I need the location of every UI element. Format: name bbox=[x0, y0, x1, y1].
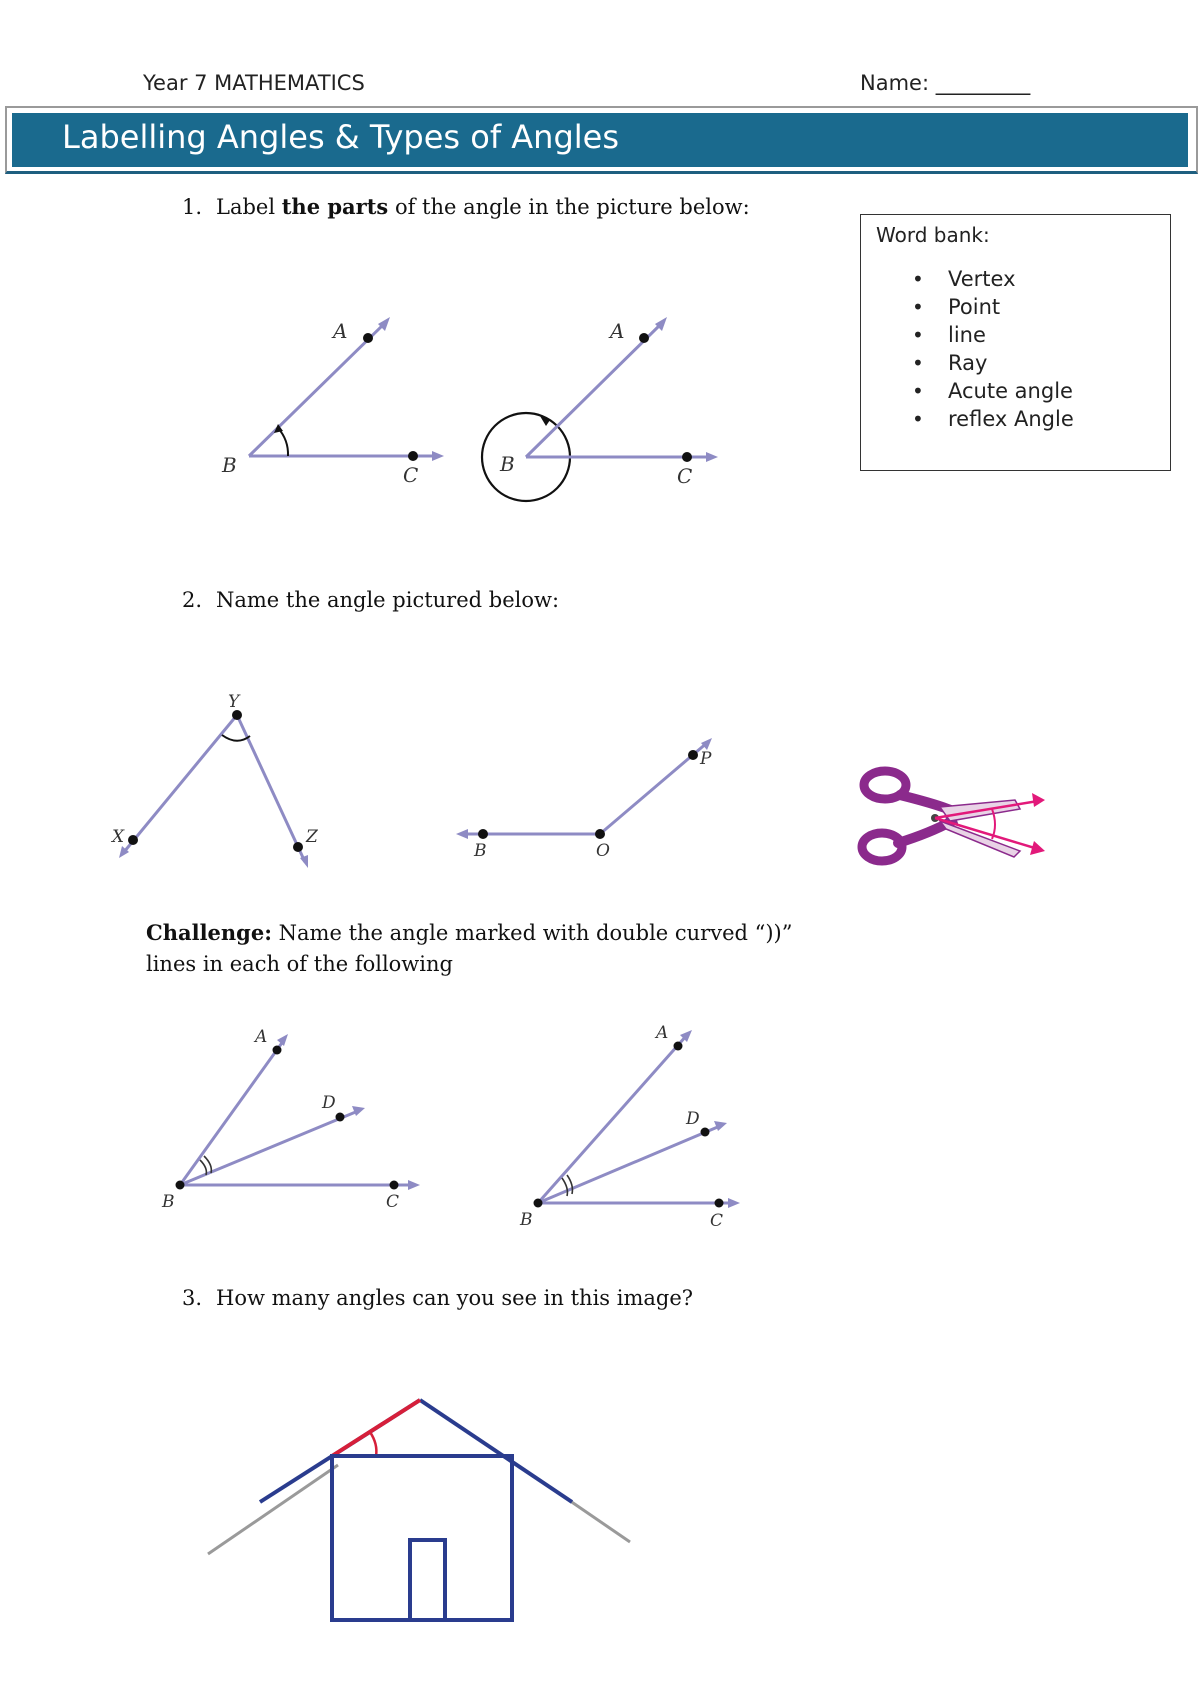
point-d bbox=[701, 1128, 710, 1137]
acute-angle-figure bbox=[200, 300, 460, 500]
house-picture bbox=[200, 1390, 640, 1630]
label-b: B bbox=[162, 1192, 175, 1212]
point-c bbox=[682, 452, 692, 462]
scissors-picture bbox=[840, 755, 1060, 875]
challenge-figure-right bbox=[510, 1020, 750, 1240]
arrowhead bbox=[432, 451, 444, 461]
word-bank-list bbox=[912, 265, 1074, 433]
page-title: Labelling Angles & Types of Angles bbox=[62, 118, 619, 156]
arrowhead bbox=[408, 1180, 420, 1190]
point-b bbox=[478, 829, 488, 839]
angle-bop-figure bbox=[450, 730, 730, 870]
arrowhead bbox=[456, 829, 468, 839]
label-a: A bbox=[333, 319, 348, 343]
word-bank-item: • Point bbox=[912, 293, 1074, 321]
point-b bbox=[176, 1181, 185, 1190]
point-o bbox=[595, 829, 605, 839]
point-a bbox=[674, 1042, 683, 1051]
word-bank-title: Word bank: bbox=[876, 223, 990, 247]
label-d: D bbox=[686, 1109, 700, 1129]
arrowhead bbox=[1030, 841, 1045, 855]
word-bank-item: • reflex Angle bbox=[912, 405, 1074, 433]
point-c bbox=[408, 451, 418, 461]
roof-right bbox=[420, 1400, 572, 1502]
ray-yx bbox=[124, 715, 237, 852]
point-c bbox=[390, 1181, 399, 1190]
question-1-number: 1. bbox=[182, 195, 203, 219]
arrowhead bbox=[714, 1121, 727, 1131]
challenge-text bbox=[146, 917, 846, 980]
question-3-number: 3. bbox=[182, 1286, 203, 1310]
word-bank-item: • Vertex bbox=[912, 265, 1074, 293]
label-c: C bbox=[403, 463, 419, 487]
label-y: Y bbox=[228, 692, 240, 712]
word-bank-item: • Ray bbox=[912, 349, 1074, 377]
challenge-body: Name the angle marked with double curved “))” lines in each of the following bbox=[146, 921, 793, 976]
label-d: D bbox=[322, 1093, 336, 1113]
arrowhead bbox=[728, 1198, 740, 1208]
double-arc-1 bbox=[200, 1160, 206, 1175]
word-bank-item: • Acute angle bbox=[912, 377, 1074, 405]
label-b: B bbox=[222, 453, 237, 477]
label-z: Z bbox=[306, 827, 318, 847]
arrowhead bbox=[352, 1106, 365, 1116]
arrowhead bbox=[706, 452, 718, 462]
label-x: X bbox=[112, 827, 125, 847]
label-c: C bbox=[710, 1211, 724, 1231]
point-c bbox=[715, 1199, 724, 1208]
label-a: A bbox=[255, 1027, 268, 1047]
roof-extension-left bbox=[208, 1465, 338, 1554]
double-arc-2 bbox=[204, 1156, 211, 1173]
point-a bbox=[363, 333, 373, 343]
question-2-text: Name the angle pictured below: bbox=[216, 588, 560, 612]
challenge-label: Challenge: bbox=[146, 920, 272, 945]
roof-angle-arc bbox=[370, 1432, 376, 1456]
point-x bbox=[128, 835, 138, 845]
question-3-text: How many angles can you see in this image? bbox=[216, 1286, 694, 1310]
label-b: B bbox=[520, 1210, 533, 1230]
angle-xyz-figure bbox=[100, 680, 340, 870]
name-field-label[interactable]: Name: _________ bbox=[860, 71, 1031, 95]
house-door bbox=[410, 1540, 445, 1620]
point-d bbox=[336, 1113, 345, 1122]
point-z bbox=[293, 842, 303, 852]
question-3 bbox=[182, 1286, 693, 1310]
ray-ba bbox=[538, 1035, 687, 1203]
question-1-bold: the parts bbox=[281, 194, 389, 219]
point-a bbox=[639, 333, 649, 343]
label-a: A bbox=[610, 319, 625, 343]
arrowhead bbox=[1032, 793, 1045, 807]
reflex-angle-figure bbox=[470, 300, 730, 510]
label-p: P bbox=[700, 749, 712, 769]
question-1-suffix: of the angle in the picture below: bbox=[388, 195, 750, 219]
label-b: B bbox=[500, 452, 515, 476]
angle-arc bbox=[278, 428, 288, 456]
label-c: C bbox=[386, 1192, 400, 1212]
point-a bbox=[273, 1046, 282, 1055]
challenge-figure-left bbox=[150, 1020, 430, 1230]
label-c: C bbox=[677, 464, 693, 488]
label-b: B bbox=[474, 841, 487, 861]
label-a: A bbox=[656, 1023, 669, 1043]
course-title: Year 7 MATHEMATICS bbox=[143, 71, 365, 95]
scissors-shank bbox=[898, 795, 952, 843]
question-2-number: 2. bbox=[182, 588, 203, 612]
question-2 bbox=[182, 588, 559, 612]
ray-bd bbox=[538, 1126, 720, 1203]
arrowhead bbox=[277, 1034, 288, 1046]
point-p bbox=[688, 750, 698, 760]
label-o: O bbox=[596, 841, 610, 861]
point-b bbox=[534, 1199, 543, 1208]
word-bank-item: • line bbox=[912, 321, 1074, 349]
question-1 bbox=[182, 194, 750, 219]
question-1-prefix: Label bbox=[216, 195, 282, 219]
